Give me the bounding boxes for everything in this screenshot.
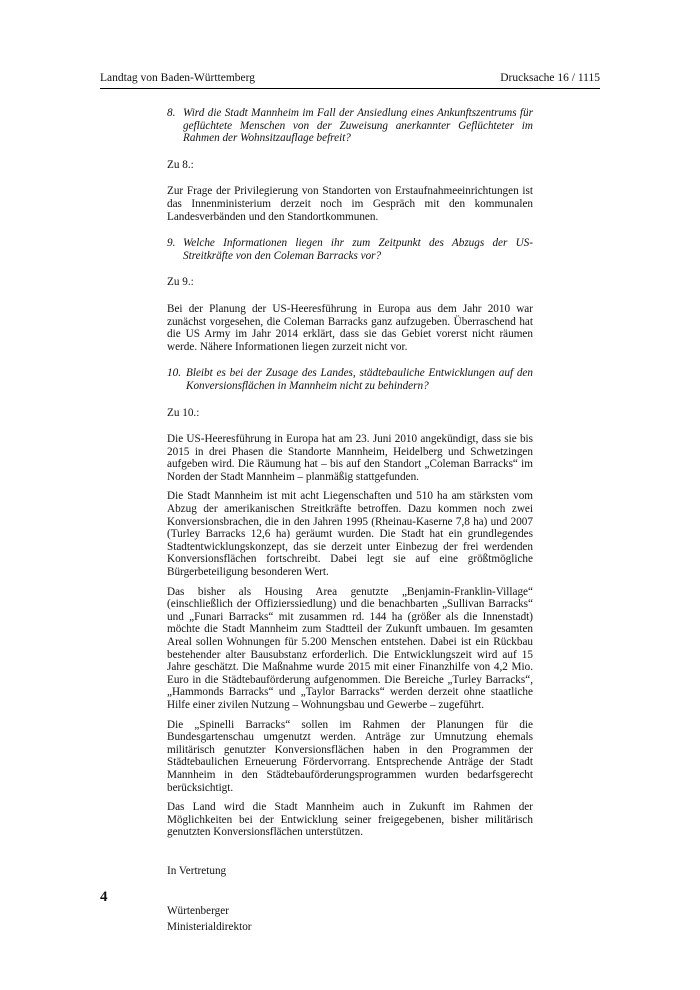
answer-10-label: Zu 10.:	[167, 406, 200, 419]
answer-9-paragraph: Bei der Planung der US-Heeresführung in Europa aus dem Jahr 2010 war zunächst vorgesehen, die Coleman Barracks ganz aufzugeben. Überraschend hat die US Army im Jahr 2014 erklärt, dass sie das Gebiet vorerst nicht räumen werde. Nähere Informationen liegen zurzeit nicht vor.	[167, 302, 533, 353]
answer-10-paragraph-1: Die US-Heeresführung in Europa hat am 23. Juni 2010 angekündigt, dass sie bis 2015 in drei Phasen die Standorte Mannheim, Heidelberg und Schwetzingen aufgeben wird. Die Räumung hat – bis auf den Standort „Coleman Barracks“ im Norden der Stadt Mannheim – planmäßig stattgefunden.	[167, 433, 533, 483]
question-8-number: 8.	[167, 107, 176, 119]
question-9-number: 9.	[167, 237, 176, 250]
signatory-title: Ministerialdirektor	[167, 921, 252, 934]
answer-8-label: Zu 8.:	[167, 158, 194, 171]
answer-9-label: Zu 9.:	[167, 276, 194, 289]
page-number: 4	[100, 889, 108, 905]
answer-10-paragraph-2: Die Stadt Mannheim ist mit acht Liegenschaften und 510 ha am stärksten vom Abzug der amerikanischen Streitkräfte betroffen. Dazu kommen noch zwei Konversionsbrachen, die in den Jahren 1995 (Rheinau-Kaserne 7,8 ha) und 2007 (Turley Barracks 12,6 ha) geräumt wurden. Die Stadt hat ein grundlegendes Stadtentwicklungskonzept, das sie derzeit unter Einbezug der frei werdenden Konversionsflächen fortschreibt. Dabei legt sie auf eine größtmögliche Bürgerbeteiligung besonderen Wert.	[167, 490, 533, 579]
page-header	[100, 72, 600, 89]
header-right-doc-number: Drucksache 16 / 1115	[500, 72, 600, 84]
answer-8-paragraph: Zur Frage der Privilegierung von Standorten von Erstaufnahmeeinrichtungen ist das Innenministerium derzeit noch im Gespräch mit den kommunalen Landesverbänden und den Standortkommunen.	[167, 185, 533, 223]
answer-10-paragraph-4: Die „Spinelli Barracks“ sollen im Rahmen der Planungen für die Bundesgartenschau umgenutzt werden. Anträge zur Umnutzung ehemals militärisch genutzter Konversionsflächen haben in den Programmen der Städtebaulichen Erneuerung Fördervorrang. Entsprechende Anträge der Stadt Mannheim in den Städtebauförderungsprogrammen wurden bedarfsgerecht berücksichtigt.	[167, 718, 533, 794]
question-9	[167, 237, 533, 262]
question-8-text: Wird die Stadt Mannheim im Fall der Ansiedlung eines Ankunftszentrums für geflüchtete Menschen von der Zuweisung anerkannter Geflüchteter im Rahmen der Wohnsitzauflage befreit?	[183, 107, 533, 145]
question-10-text: Bleibt es bei der Zusage des Landes, städtebauliche Entwicklungen auf den Konversionsflächen in Mannheim nicht zu behindern?	[186, 367, 533, 392]
question-8	[167, 107, 533, 145]
question-10-number: 10.	[167, 367, 181, 380]
question-10	[167, 367, 533, 392]
question-9-text: Welche Informationen liegen ihr zum Zeitpunkt des Abzugs der US-Streitkräfte von den Coleman Barracks vor?	[183, 237, 533, 262]
document-body	[167, 107, 533, 934]
header-left-title: Landtag von Baden-Württemberg	[100, 72, 255, 84]
signatory-name: Würtenberger	[167, 904, 229, 917]
answer-10-paragraph-5: Das Land wird die Stadt Mannheim auch in Zukunft im Rahmen der Möglichkeiten bei der Entwicklung seiner freigegebenen, bisher militärisch genutzten Konversionsflächen unterstützen.	[167, 801, 533, 839]
closing-phrase: In Vertretung	[167, 864, 227, 877]
answer-10-paragraph-3: Das bisher als Housing Area genutzte „Benjamin-Franklin-Village“ (einschließlich der Offizierssiedlung) und die benachbarten „Sullivan Barracks“ und „Funari Barracks“ mit zusammen rd. 144 ha (größer als die Innenstadt) möchte die Stadt Mannheim zum Stadtteil der Zukunft umbauen. Im gesamten Areal sollen Wohnungen für 5.200 Menschen entstehen. Dabei ist ein Rückbau bestehender alter Bausubstanz erforderlich. Die Entwicklungszeit wird auf 15 Jahre geschätzt. Die Maßnahme wurde 2015 mit einer Finanzhilfe von 4,2 Mio. Euro in die Städtebauförderung aufgenommen. Die Bereiche „Turley Barracks“, „Hammonds Barracks“ und „Taylor Barracks“ werden derzeit ohne staatliche Hilfe einer zivilen Nutzung – Wohnungsbau und Gewerbe – zugeführt.	[167, 585, 533, 711]
